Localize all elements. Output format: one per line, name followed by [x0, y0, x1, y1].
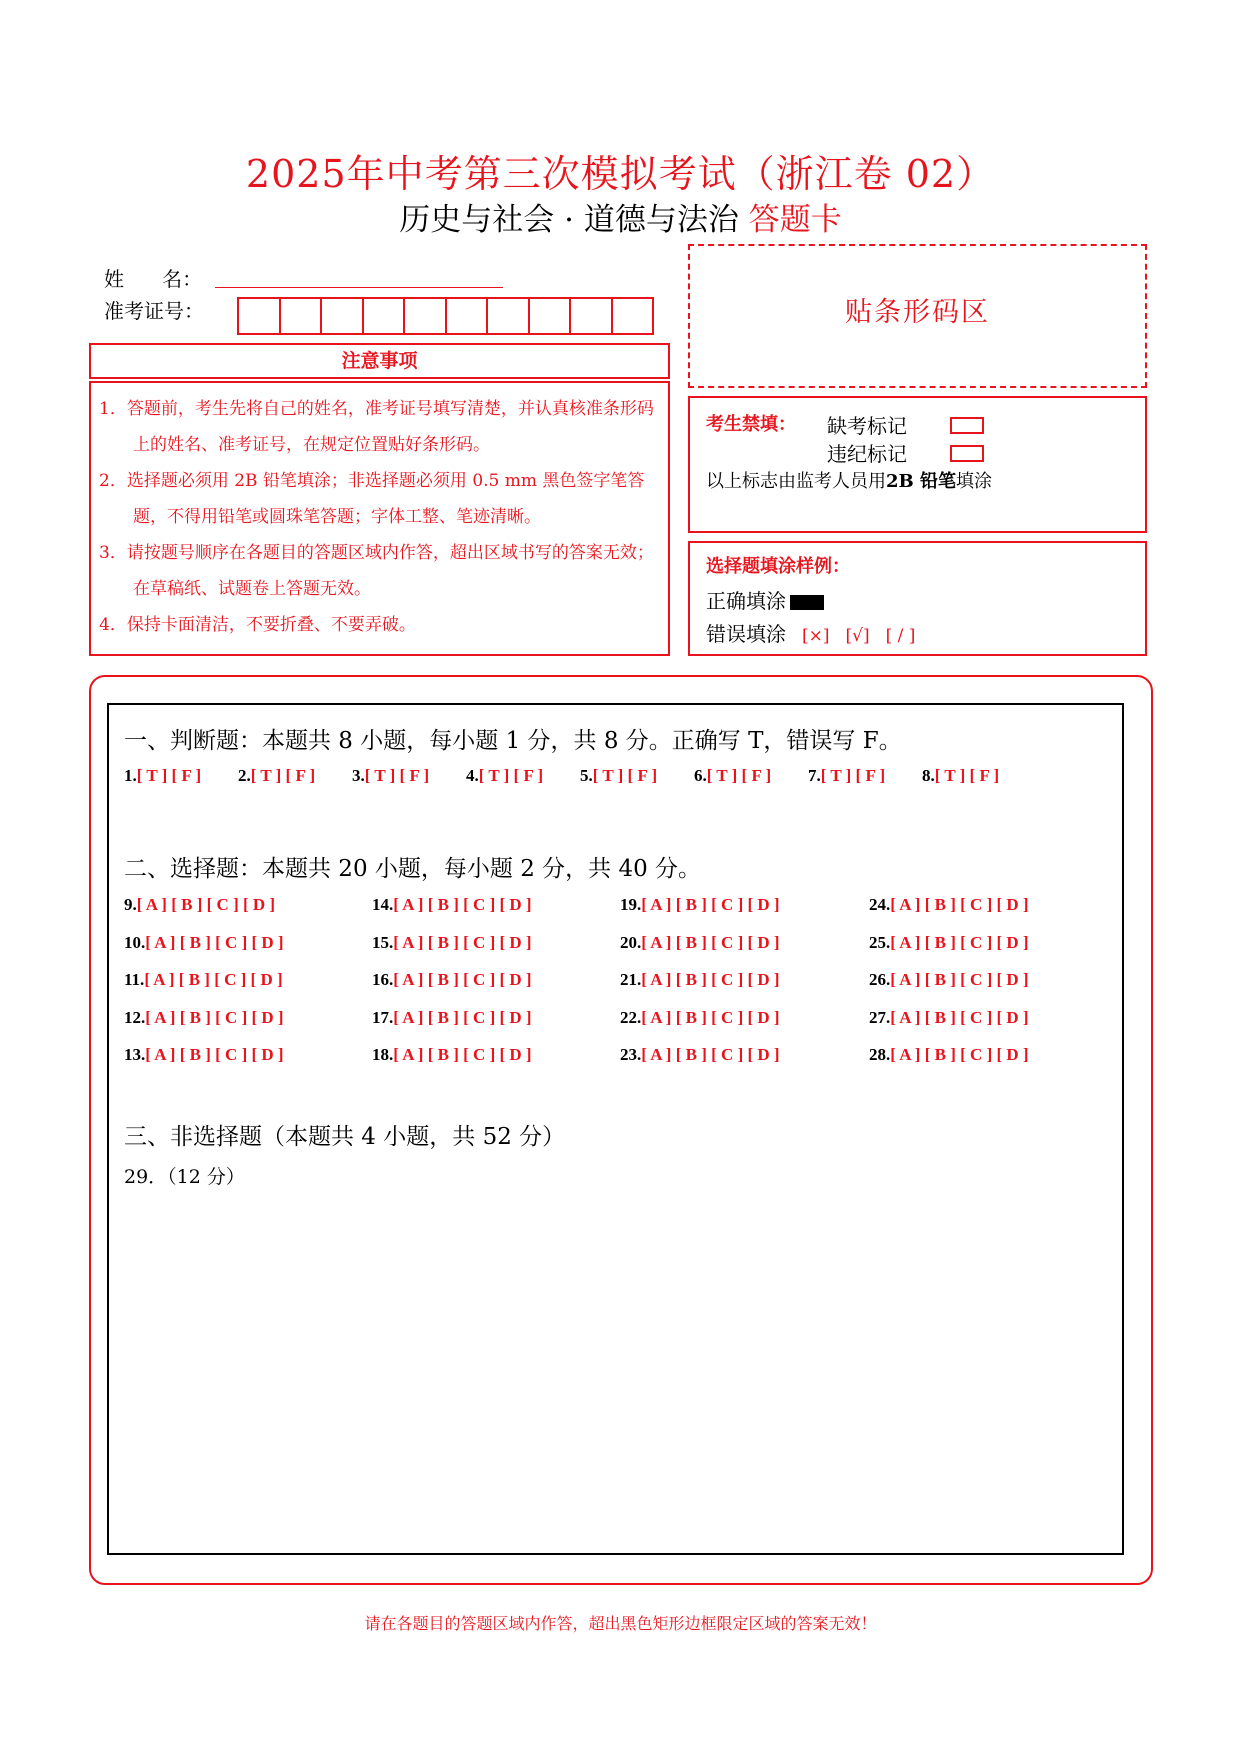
mc-options[interactable]: [ A ] [ B ] [ C ] [ D ]	[393, 1007, 532, 1027]
question-number: 14.	[372, 895, 394, 914]
notice-item: 4．保持卡面清洁，不要折叠、不要弄破。	[99, 615, 416, 635]
mc-question[interactable]	[372, 1008, 532, 1046]
correct-fill-label: 正确填涂	[706, 589, 786, 613]
mc-question[interactable]	[372, 895, 532, 933]
mc-options[interactable]: [ A ] [ B ] [ C ] [ D ]	[641, 970, 780, 989]
mc-options[interactable]: [ A ] [ B ] [ C ] [ D ]	[641, 932, 780, 952]
mc-options[interactable]: [ A ] [ B ] [ C ] [ D ]	[890, 895, 1029, 914]
mc-question[interactable]	[869, 933, 1029, 971]
mc-column	[124, 895, 284, 1083]
question-number: 6.	[694, 766, 707, 785]
question-number: 22.	[620, 1007, 642, 1027]
question-number: 17.	[372, 1007, 394, 1027]
question-number: 20.	[620, 932, 642, 952]
exam-id-digit-box[interactable]	[488, 299, 530, 333]
proctor-only-label: 考生禁填：	[706, 414, 796, 435]
question-number: 25.	[869, 932, 891, 952]
mc-options[interactable]: [ A ] [ B ] [ C ] [ D ]	[890, 1045, 1029, 1064]
question-number: 3.	[352, 766, 365, 785]
true-false-question[interactable]	[352, 766, 466, 786]
exam-id-digit-box[interactable]	[530, 299, 572, 333]
question-number: 1.	[124, 766, 137, 785]
question-number: 13.	[124, 1045, 146, 1064]
proctor-note-bold: 2B 铅笔	[886, 471, 957, 492]
question-number: 8.	[922, 766, 935, 785]
question-number: 10.	[124, 932, 146, 952]
wrong-fill-mark: [ / ]	[885, 626, 916, 646]
notice-item: 2．选择题必须用 2B 铅笔填涂；非选择题必须用 0.5 mm 黑色签字笔答题，不得用铅笔或圆珠笔答题；字体工整、笔迹清晰。	[99, 471, 645, 527]
mc-column	[869, 895, 1029, 1083]
mc-question[interactable]	[620, 1008, 780, 1046]
mc-question[interactable]	[869, 1045, 1029, 1083]
true-false-question[interactable]	[922, 766, 1036, 786]
question-number: 5.	[580, 766, 593, 785]
true-false-question[interactable]	[124, 766, 238, 786]
true-false-question[interactable]	[580, 766, 694, 786]
question-number: 15.	[372, 932, 394, 952]
true-false-question[interactable]	[466, 766, 580, 786]
mc-question[interactable]	[124, 970, 284, 1008]
exam-subtitle	[0, 194, 1241, 239]
exam-id-digit-box[interactable]	[281, 299, 323, 333]
section2-title: 二、选择题：本题共 20 小题，每小题 2 分，共 40 分。	[124, 856, 702, 882]
mc-question[interactable]	[372, 933, 532, 971]
correct-fill-mark	[790, 595, 824, 610]
mc-options[interactable]: [ A ] [ B ] [ C ] [ D ]	[890, 1007, 1029, 1027]
mc-question[interactable]	[869, 895, 1029, 933]
mc-options[interactable]: [ A ] [ B ] [ C ] [ D ]	[890, 932, 1029, 952]
exam-id-digit-box[interactable]	[405, 299, 447, 333]
mc-options[interactable]: [ A ] [ B ] [ C ] [ D ]	[393, 895, 532, 914]
footer-warning: 请在各题目的答题区域内作答，超出黑色矩形边框限定区域的答案无效！	[364, 1614, 877, 1633]
mc-question[interactable]	[620, 933, 780, 971]
proctor-note-post: 填涂	[956, 471, 993, 492]
barcode-area: 贴条形码区	[688, 244, 1147, 388]
mc-options[interactable]: [ A ] [ B ] [ C ] [ D ]	[145, 1007, 284, 1027]
fill-sample-box	[688, 541, 1147, 656]
question-number: 27.	[869, 1007, 891, 1027]
question-number: 16.	[372, 970, 394, 989]
question-number: 26.	[869, 970, 891, 989]
question-number: 21.	[620, 970, 642, 989]
violation-mark-box[interactable]	[950, 445, 984, 462]
subtitle-answer-card: 答题卡	[748, 202, 842, 238]
subtitle-subject: 历史与社会 · 道德与法治	[399, 202, 739, 238]
question-number: 28.	[869, 1045, 891, 1064]
mc-question[interactable]	[372, 1045, 532, 1083]
question-number: 19.	[620, 895, 642, 914]
mc-options[interactable]: [ A ] [ B ] [ C ] [ D ]	[393, 932, 532, 952]
correct-fill-row	[706, 585, 824, 614]
mc-options[interactable]: [ A ] [ B ] [ C ] [ D ]	[641, 895, 780, 914]
question-number: 7.	[808, 766, 821, 785]
proctor-only-box	[688, 396, 1147, 533]
absent-mark-label: 缺考标记	[827, 414, 907, 438]
mc-options[interactable]: [ A ] [ B ] [ C ] [ D ]	[144, 970, 283, 989]
mc-column	[372, 895, 532, 1083]
exam-id-digit-box[interactable]	[571, 299, 613, 333]
tf-options[interactable]: [ T ] [ F ]	[592, 766, 658, 785]
mc-question[interactable]	[620, 895, 780, 933]
violation-mark-label: 违纪标记	[827, 442, 907, 466]
notice-item: 1．答题前，考生先将自己的姓名，准考证号填写清楚，并认真核准条形码上的姓名、准考证号，在规定位置贴好条形码。	[99, 399, 654, 455]
question-number: 11.	[124, 970, 145, 989]
question-number: 12.	[124, 1007, 146, 1027]
tf-options[interactable]: [ T ] [ F ]	[478, 766, 544, 785]
exam-id-label: 准考证号：	[104, 299, 204, 323]
tf-options[interactable]: [ T ] [ F ]	[706, 766, 772, 785]
mc-question[interactable]	[124, 1045, 284, 1083]
exam-id-digit-box[interactable]	[613, 299, 653, 333]
fill-sample-title: 选择题填涂样例：	[706, 556, 850, 577]
mc-options[interactable]: [ A ] [ B ] [ C ] [ D ]	[393, 1045, 532, 1064]
exam-id-digit-box[interactable]	[322, 299, 364, 333]
true-false-question[interactable]	[238, 766, 352, 786]
wrong-fill-mark: [×]	[802, 626, 830, 646]
true-false-question[interactable]	[694, 766, 808, 786]
true-false-row	[124, 766, 1036, 786]
exam-id-digit-box[interactable]	[447, 299, 489, 333]
tf-options[interactable]: [ T ] [ F ]	[136, 766, 202, 785]
exam-id-digit-box[interactable]	[239, 299, 281, 333]
mc-question[interactable]	[372, 970, 532, 1008]
mc-options[interactable]: [ A ] [ B ] [ C ] [ D ]	[641, 1045, 780, 1064]
question-number: 2.	[238, 766, 251, 785]
mc-question[interactable]	[620, 1045, 780, 1083]
mc-question[interactable]	[124, 895, 284, 933]
section1-title: 一、判断题：本题共 8 小题，每小题 1 分，共 8 分。正确写 T，错误写 F。	[124, 728, 902, 754]
name-field[interactable]	[215, 287, 503, 288]
tf-options[interactable]: [ T ] [ F ]	[364, 766, 430, 785]
mc-question[interactable]	[620, 970, 780, 1008]
wrong-fill-label: 错误填涂	[706, 622, 786, 646]
mc-question[interactable]	[869, 970, 1029, 1008]
name-label: 姓 名：	[104, 267, 203, 291]
tf-options[interactable]: [ T ] [ F ]	[934, 766, 1000, 785]
mc-options[interactable]: [ A ] [ B ] [ C ] [ D ]	[145, 932, 284, 952]
absent-mark-box[interactable]	[950, 417, 984, 434]
mc-options[interactable]: [ A ] [ B ] [ C ] [ D ]	[145, 1045, 284, 1064]
question-number: 24.	[869, 895, 891, 914]
mc-options[interactable]: [ A ] [ B ] [ C ] [ D ]	[136, 895, 276, 914]
mc-question[interactable]	[124, 933, 284, 971]
wrong-fill-mark: [√]	[845, 626, 870, 646]
exam-id-digit-box[interactable]	[364, 299, 406, 333]
question-29-label: 29．（12 分）	[124, 1166, 245, 1188]
proctor-note-pre: 以上标志由监考人员用	[706, 471, 886, 492]
question-number: 9.	[124, 895, 137, 914]
exam-title: 2025年中考第三次模拟考试（浙江卷 02）	[245, 152, 996, 196]
notice-title: 注意事项	[89, 343, 670, 379]
exam-id-boxes[interactable]	[237, 297, 654, 335]
question-number: 4.	[466, 766, 479, 785]
true-false-question[interactable]	[808, 766, 922, 786]
mc-question[interactable]	[124, 1008, 284, 1046]
notice-item: 3．请按题号顺序在各题目的答题区域内作答，超出区域书写的答案无效；在草稿纸、试题卷上答题无效。	[99, 543, 654, 599]
mc-options[interactable]: [ A ] [ B ] [ C ] [ D ]	[641, 1007, 780, 1027]
proctor-note	[706, 467, 992, 493]
mc-options[interactable]: [ A ] [ B ] [ C ] [ D ]	[890, 970, 1029, 989]
tf-options[interactable]: [ T ] [ F ]	[820, 766, 886, 785]
question-number: 23.	[620, 1045, 642, 1064]
question-number: 18.	[372, 1045, 394, 1064]
tf-options[interactable]: [ T ] [ F ]	[250, 766, 316, 785]
wrong-fill-row	[706, 618, 915, 647]
mc-options[interactable]: [ A ] [ B ] [ C ] [ D ]	[393, 970, 532, 989]
mc-column	[620, 895, 780, 1083]
notice-body	[89, 381, 670, 656]
mc-question[interactable]	[869, 1008, 1029, 1046]
section3-title: 三、非选择题（本题共 4 小题，共 52 分）	[124, 1124, 566, 1150]
